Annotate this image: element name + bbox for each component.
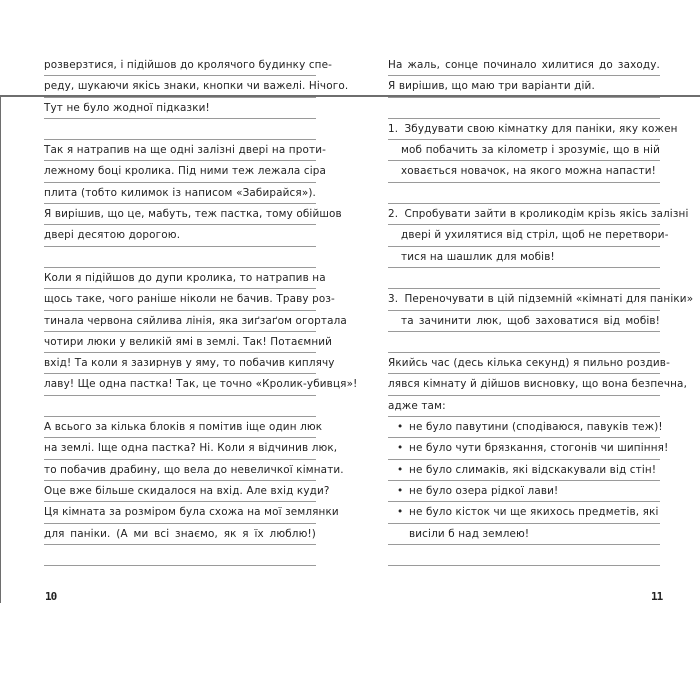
text-line: Оце вже більше скидалося на вхід. Але вхід куди?: [44, 481, 316, 502]
blank-rule: [388, 545, 660, 566]
bullet-icon: •: [397, 506, 404, 519]
text-line: адже там:: [388, 396, 660, 417]
option-2-line: двері й ухилятися від стріл, щоб не перетвори-: [388, 225, 660, 246]
blank-rule: [44, 119, 316, 140]
right-page: [388, 55, 694, 566]
blank-rule: [44, 545, 316, 566]
bullet-item-continuation: висіли б над землею!: [388, 524, 660, 545]
option-2-line: 2. Спробувати зайти в кроликодім крізь якісь залізні: [388, 204, 660, 225]
bullet-item: • не було слимаків, які відскакували від стін!: [388, 460, 660, 481]
blank-rule: [388, 183, 660, 204]
text-line: реду, шукаючи якісь знаки, кнопки чи важелі. Нічого.: [44, 76, 316, 97]
text-line: лежному боці кролика. Під ними теж лежала сіра: [44, 161, 316, 182]
blank-rule: [388, 98, 660, 119]
bullet-icon: •: [397, 421, 404, 434]
text-line: розверзтися, і підійшов до кролячого будинку спе-: [44, 55, 316, 76]
blank-rule: [44, 396, 316, 417]
left-page: [44, 55, 358, 566]
text-line: А всього за кілька блоків я помітив іще один люк: [44, 417, 316, 438]
text-line: Якийсь час (десь кілька секунд) я пильно роздив-: [388, 353, 660, 374]
option-3-line: 3. Переночувати в цій підземній «кімнаті для паніки»: [388, 289, 660, 310]
text-line: чотири люки у великій ямі в землі. Так! Потаємний: [44, 332, 316, 353]
blank-rule: [388, 268, 660, 289]
bullet-item: • не було чути брязкання, стогонів чи шипіння!: [388, 438, 660, 459]
text-line: На жаль, сонце починало хилитися до заходу.: [388, 55, 660, 76]
text-line: Коли я підійшов до дупи кролика, то натрапив на: [44, 268, 316, 289]
blank-rule: [388, 332, 660, 353]
option-3-line: та зачинити люк, щоб заховатися від мобів!: [388, 311, 660, 332]
option-1-line: моб побачить за кілометр і зрозуміє, що в ній: [388, 140, 660, 161]
blank-rule: [44, 247, 316, 268]
text-line: для паніки. (А ми всі знаємо, як я їх люблю!): [44, 524, 316, 545]
text-line: Тут не було жодної підказки!: [44, 98, 316, 119]
text-line: двері десятою дорогою.: [44, 225, 316, 246]
text-line: плита (тобто килимок із написом «Забирайся»).: [44, 183, 316, 204]
bullet-item: • не було озера рідкої лави!: [388, 481, 660, 502]
option-number: 1.: [388, 122, 399, 135]
bullet-icon: •: [397, 484, 404, 497]
bullet-item: • не було кісток чи ще якихось предметів, які: [388, 502, 660, 523]
page-number-left: 10: [45, 590, 57, 603]
text-line: лаву! Ще одна пастка! Так, це точно «Кролик-убивця»!: [44, 374, 316, 395]
option-number: 3.: [388, 293, 399, 306]
text-line: Я вирішив, що маю три варіанти дій.: [388, 76, 660, 97]
option-1-line: 1. Збудувати свою кімнатку для паніки, яку кожен: [388, 119, 660, 140]
option-1-line: ховається новачок, на якого можна напасти!: [388, 161, 660, 182]
text-line: щось таке, чого раніше ніколи не бачив. Траву роз-: [44, 289, 316, 310]
page-number-right: 11: [651, 590, 663, 603]
text-line: лявся кімнату й дійшов висновку, що вона безпечна,: [388, 374, 660, 395]
text-line: тинала червона сяйлива лінія, яка зиґзаґом огортала: [44, 311, 316, 332]
text-line: Так я натрапив на ще одні залізні двері на проти-: [44, 140, 316, 161]
option-2-line: тися на шашлик для мобів!: [388, 247, 660, 268]
option-number: 2.: [388, 208, 399, 221]
text-line: вхід! Та коли я зазирнув у яму, то побачив киплячу: [44, 353, 316, 374]
text-line: то побачив драбину, що вела до невеличкої кімнати.: [44, 460, 316, 481]
bullet-icon: •: [397, 442, 404, 455]
text-line: Ця кімната за розміром була схожа на мої землянки: [44, 502, 316, 523]
bullet-icon: •: [397, 463, 404, 476]
text-line: на землі. Іще одна пастка? Ні. Коли я відчинив люк,: [44, 438, 316, 459]
bullet-item: • не було павутини (сподіваюся, павуків теж)!: [388, 417, 660, 438]
text-line: Я вирішив, що це, мабуть, теж пастка, тому обійшов: [44, 204, 316, 225]
